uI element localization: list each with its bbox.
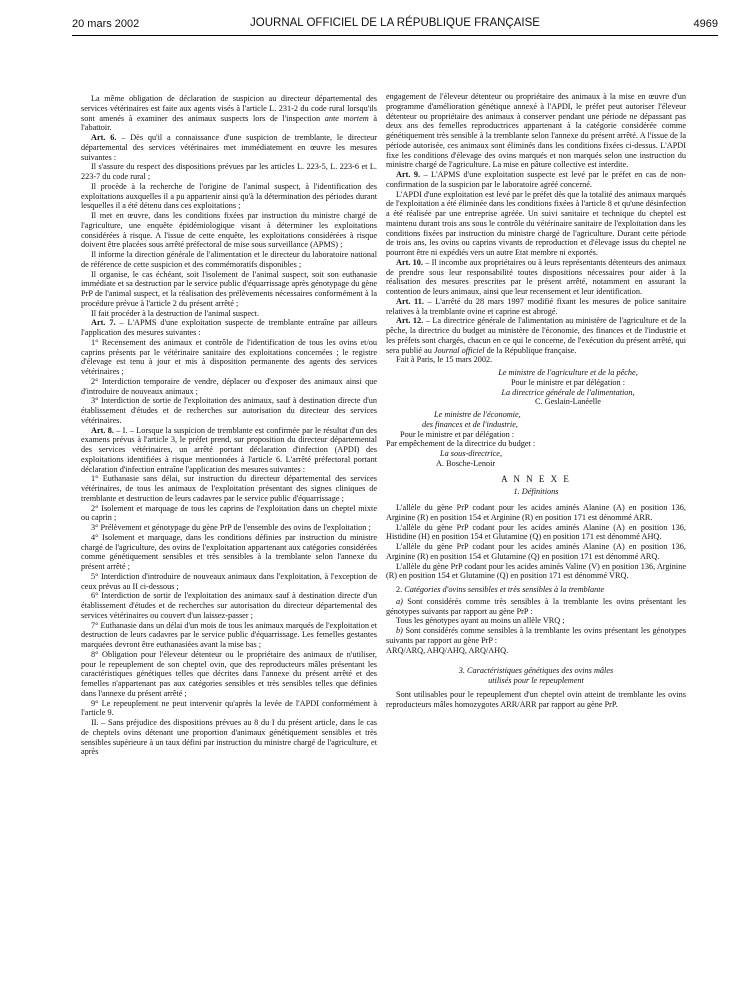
signatory-name: A. Bosche-Lenoir bbox=[436, 458, 496, 468]
article-text: – L'arrêté du 28 mars 1997 modifié fixant les mesures de police sanitaire relatives à la tremblante ovine et caprine est abrogé. bbox=[386, 296, 686, 316]
section-heading: 3. Caractéristiques génétiques des ovins mâles bbox=[458, 666, 614, 676]
signatory-name: C. Geslain-Lanéelle bbox=[535, 397, 601, 407]
article-12 bbox=[386, 316, 686, 355]
list-item: 7° Euthanasie dans un délai d'un mois de tous les animaux marqués de l'exploitation et destruction de leurs cadavres par le service public d'équarrissage. Les femelles gestantes marquées devront être euthanasiées avant la mise bas ; bbox=[81, 620, 377, 649]
paragraph: Il fait procéder à la destruction de l'animal suspect. bbox=[91, 308, 260, 318]
article-label: Art. 10. bbox=[396, 257, 423, 267]
section-title bbox=[386, 676, 686, 686]
annexe-title: A N N E X E bbox=[501, 473, 571, 484]
article-text: – I. – Lorsque la suspicion de tremblante est confirmée par le résultat d'un des examens prévus à l'article 3, le préfet prend, sur proposition du directeur départemental des services vétérinaires, un arrêté portant déclaration d'infection (APDI) des exploitations identifiées à risque mentionnées à l'article 6. L'arrêté préfectoral portant déclaration d'infection entraîne l'application des mesures suivantes : bbox=[81, 425, 377, 474]
signature-block-agriculture bbox=[386, 368, 686, 407]
definition: L'allèle du gène PrP codant pour les acides aminés Valine (V) en position 136, Arginine (R) en position 154 et Glutamine (Q) en position 171 est dénommé VRQ. bbox=[386, 561, 686, 581]
section-title: 1. Définitions bbox=[513, 487, 559, 497]
article-6 bbox=[81, 133, 377, 162]
paragraph-text: La même obligation de déclaration de suspicion au directeur départemental des services vétérinaires est faite aux agents visés à l'article L. 231-2 du code rural lorsqu'ils sont amenés à examiner des animaux suspects lors de l'inspection bbox=[81, 94, 377, 123]
article-label: Art. 7. bbox=[91, 318, 116, 328]
article-label: Art. 12. bbox=[396, 316, 424, 326]
section-title bbox=[386, 585, 686, 595]
section-heading: Catégories d'ovins sensibles et très sensibles à la tremblante bbox=[404, 585, 605, 594]
list-item: 3° Prélèvement et génotypage du gène PrP de l'ensemble des ovins de l'exploitation ; bbox=[91, 523, 371, 532]
article-11 bbox=[386, 297, 686, 317]
paragraph bbox=[386, 626, 686, 646]
list-item: 8° Obligation pour l'éleveur détenteur ou le propriétaire des animaux de n'utiliser, pour le repeuplement de son cheptel ovin, que des reproducteurs mâles présentant les caractéristiques génétiques telles que décrites dans l'annexe du présent arrêté et des femelles n'appartenant pas aux catégories sensibles et très sensibles telles que définies dans l'annexe du présent arrêté ; bbox=[81, 649, 377, 698]
signature-line: des finances et de l'industrie, bbox=[422, 419, 518, 429]
paragraph: Sont utilisables pour le repeuplement d'un cheptel ovin atteint de tremblante les ovins reproducteurs mâles homozygotes ARR/ARR par rapport au gène PrP. bbox=[386, 689, 686, 709]
paragraph bbox=[386, 597, 686, 617]
paragraph: Il procède à la recherche de l'origine de l'animal suspect, à l'identification des exploitations auxquelles il a pu appartenir ainsi qu'à la détermination des périodes durant lesquelles il a été détenu dans ces exploitations ; bbox=[81, 181, 377, 211]
paragraph: Tous les génotypes ayant au moins un allèle VRQ ; bbox=[396, 616, 565, 626]
paragraph: II. – Sans préjudice des dispositions prévues au 8 du I du présent article, dans le cas de cheptels ovins détenant une proportion d'animaux génétiquement sensibles et très sensibles supérieure à un taux défini par instruction du ministre chargé de l'agriculture, et après bbox=[81, 718, 377, 757]
article-text: – Dès qu'il a connaissance d'une suspicion de tremblante, le directeur départemental des services vétérinaires met immédiatement en œuvre les mesures suivantes : bbox=[81, 133, 377, 162]
list-item: 1° Euthanasie sans délai, sur instruction du directeur départemental des services vétérinaires, de tous les animaux de l'exploitation présentant des signes cliniques de tremblante et destruction de leurs cadavres par le service public d'équarrissage ; bbox=[81, 474, 377, 503]
header-journal-title: JOURNAL OFFICIEL DE LA RÉPUBLIQUE FRANÇAISE bbox=[250, 17, 540, 29]
definition: L'allèle du gène PrP codant pour les acides aminés Alanine (A) en position 136, Histidine (H) en position 154 et Glutamine (Q) en position 171 est dénommé AHQ. bbox=[386, 522, 686, 542]
list-item: 2° Interdiction temporaire de vendre, déplacer ou d'exposer des animaux ainsi que d'introduire de nouveaux animaux ; bbox=[81, 376, 377, 396]
left-column bbox=[81, 94, 377, 994]
article-label: Art. 6. bbox=[91, 133, 117, 142]
article-text: – L'APMS d'une exploitation suspecte de tremblante entraîne par ailleurs l'application des mesures suivantes : bbox=[81, 318, 377, 337]
paragraph: Il informe la direction générale de l'alimentation et le directeur du laboratoire national de référence de cette suspicion et des commémoratifs disponibles ; bbox=[81, 250, 377, 269]
paragraph: Il s'assure du respect des dispositions prévues par les articles L. 223-5, L. 223-6 et L. 223-7 du code rural ; bbox=[81, 162, 377, 181]
definition: L'allèle du gène PrP codant pour les acides aminés Alanine (A) en position 136, Arginine (R) en position 154 et Arginine (R) en position 171 est dénommé ARR. bbox=[386, 503, 686, 522]
article-label: Art. 9. bbox=[396, 170, 421, 179]
list-item: 4° Isolement et marquage, dans les conditions définies par instruction du ministre chargé de l'agriculture, des ovins de l'exploitation appartenant aux catégories considérées comme génétiquement sensibles et très sensibles à la tremblante selon l'annexe du présent arrêté ; bbox=[81, 532, 377, 571]
paragraph: engagement de l'éleveur détenteur ou propriétaire des animaux à la mise en œuvre d'un programme d'amélioration génétique annexé à l'APDI, le préfet peut autoriser l'éleveur détenteur ou propriétaire des animaux à conserver pendant une période ne dépassant pas deux ans des femelles reproductrices appartenant à la catégorie considérée comme génétiquement très sensible à la tremblante selon l'annexe du présent arrêté. A l'issue de la période autorisée, ces animaux sont éliminés dans les conditions fixées ci-dessus. L'APDI fixe les conditions d'élevage des ovins marqués et non marqués selon une instruction du ministre chargé de l'agriculture. La mise en pâture collective est interdite. bbox=[386, 92, 686, 170]
signature-line: Par empêchement de la directrice du budget : bbox=[386, 439, 536, 449]
item-label: a) bbox=[396, 596, 403, 606]
signature-place-date: Fait à Paris, le 15 mars 2002. bbox=[396, 355, 493, 365]
list-item: 5° Interdiction d'introduire de nouveaux animaux dans l'exploitation, à l'exception de ceux prévus au II ci-dessous ; bbox=[81, 571, 377, 591]
article-8 bbox=[81, 426, 377, 475]
header-page-number: 4969 bbox=[693, 18, 718, 30]
paragraph: ARQ/ARQ, AHQ/AHQ, ARQ/AHQ. bbox=[386, 645, 509, 655]
signature-line: Pour le ministre et par délégation : bbox=[510, 377, 626, 387]
article-text: – La directrice générale de l'alimentation au ministère de l'agriculture et de la pêche, la directrice du budget au ministère de l'économie, des finances et de l'industrie et les préfets sont chargés, chacun en ce qui le concerne, de l'exécution du présent arrêté, qui sera publié au bbox=[386, 316, 686, 355]
signature-line: Le ministre de l'économie, bbox=[434, 410, 521, 419]
article-label: Art. 11. bbox=[396, 296, 424, 306]
signature-line: Pour le ministre et par délégation : bbox=[400, 429, 515, 439]
paragraph: L'APDI d'une exploitation est levé par le préfet dès que la totalité des animaux marqués de l'exploitation a été éliminée dans les conditions fixées à l'article 8 et qu'une désinfection a été réalisée par une entreprise agréée. Un suivi sanitaire et technique du cheptel est maintenu durant trois ans sous le contrôle du vétérinaire sanitaire de l'exploitation dans les conditions fixées par instruction du ministre chargé de l'agriculture. Durant cette période de trois ans, les ovins ou caprins vivants de reproduction et d'élevage issus du cheptel ne pourront être ni expédiés vers un autre Etat membre ni exportés. bbox=[386, 189, 686, 257]
paragraph-text: à l'abattoir. bbox=[81, 113, 377, 133]
paragraph: Il met en œuvre, dans les conditions fixées par instruction du ministre chargé de l'agriculture, une enquête épidémiologique visant à déterminer les exploitations considérées à risque. A l'issue de cette enquête, les exploitations considérées à risque doivent être placées sous arrêté préfectoral de mise sous surveillance (APMS) ; bbox=[81, 211, 377, 250]
signature-line: La sous-directrice, bbox=[440, 449, 503, 458]
page-header bbox=[72, 14, 718, 34]
header-rule bbox=[72, 35, 718, 36]
article-10 bbox=[386, 258, 686, 297]
paragraph-text: Sont considérés comme sensibles à la tremblante les ovins présentant les génotypes suivants par rapport au gène PrP : bbox=[386, 626, 686, 645]
right-column bbox=[386, 92, 686, 992]
list-item: 2° Isolement et marquage de tous les caprins de l'exploitation dans un cheptel mixte ou caprin ; bbox=[81, 503, 377, 523]
article-label: Art. 8. bbox=[91, 425, 114, 435]
section-heading: utilisés pour le repeuplement bbox=[488, 676, 584, 685]
list-item: 9° Le repeuplement ne peut intervenir qu'après la levée de l'APDI conformément à l'article 9. bbox=[81, 698, 377, 718]
paragraph: Il organise, le cas échéant, soit l'isolement de l'animal suspect, soit son euthanasie immédiate et sa destruction par le service public d'équarrissage après génotypage du gène PrP de l'animal suspect, et la réalisation des prélèvements nécessaires conformément à la procédure prévue à l'article 2 du présent arrêté ; bbox=[81, 269, 377, 308]
section-title bbox=[386, 666, 686, 676]
signature-line: La directrice générale de l'alimentation, bbox=[501, 387, 635, 397]
section-number: 2. bbox=[396, 585, 403, 594]
definition: L'allèle du gène PrP codant pour les acides aminés Alanine (A) en position 136, Arginine (R) en position 154 et Glutamine (Q) en position 171 est dénommé ARQ. bbox=[386, 542, 686, 561]
header-date: 20 mars 2002 bbox=[72, 18, 140, 30]
article-text: – L'APMS d'une exploitation suspecte est levé par le préfet en cas de non-confirmation de la suspicion par le laboratoire agréé concerné. bbox=[386, 170, 686, 189]
list-item: 6° Interdiction de sortir de l'exploitation des animaux sauf à destination directe d'un établissement d'études et de recherches sur autorisation du directeur départemental des services vétérinaires ou couvert d'un laissez-passer ; bbox=[81, 591, 377, 620]
article-9 bbox=[386, 170, 686, 190]
paragraph bbox=[81, 94, 377, 133]
list-item: 1° Recensement des animaux et contrôle de l'identification de tous les ovins et/ou caprins présents par le vétérinaire sanitaire des exploitations concernées ; le registre d'élevage est tenu à jour et mis à disposition permanente des agents des services vétérinaires ; bbox=[81, 337, 377, 376]
italic-text: Journal officiel bbox=[433, 345, 485, 355]
paragraph-text: Sont considérés comme très sensibles à la tremblante les ovins présentant les génotypes suivants par rapport au gène PrP : bbox=[386, 596, 686, 616]
signature-line: Le ministre de l'agriculture et de la pêche, bbox=[498, 368, 638, 377]
italic-text: ante mortem bbox=[324, 113, 369, 123]
article-7 bbox=[81, 318, 377, 338]
item-label: b) bbox=[396, 626, 403, 635]
signature-block-economie bbox=[386, 410, 646, 469]
article-text: – Il incombe aux propriétaires ou à leurs représentants détenteurs des animaux de prendre sous leur responsabilité toutes dispositions nécessaires pour aider à la réalisation des mesures prescrites par le présent arrêté, notamment en assurant la contention de leurs animaux, ainsi que leur recensement et leur identification. bbox=[386, 257, 686, 296]
list-item: 3° Interdiction de sortie de l'exploitation des animaux, sauf à destination directe d'un établissement d'études et de recherches sur autorisation du directeur des services vétérinaires. bbox=[81, 396, 377, 425]
article-text: de la République française. bbox=[486, 345, 577, 355]
